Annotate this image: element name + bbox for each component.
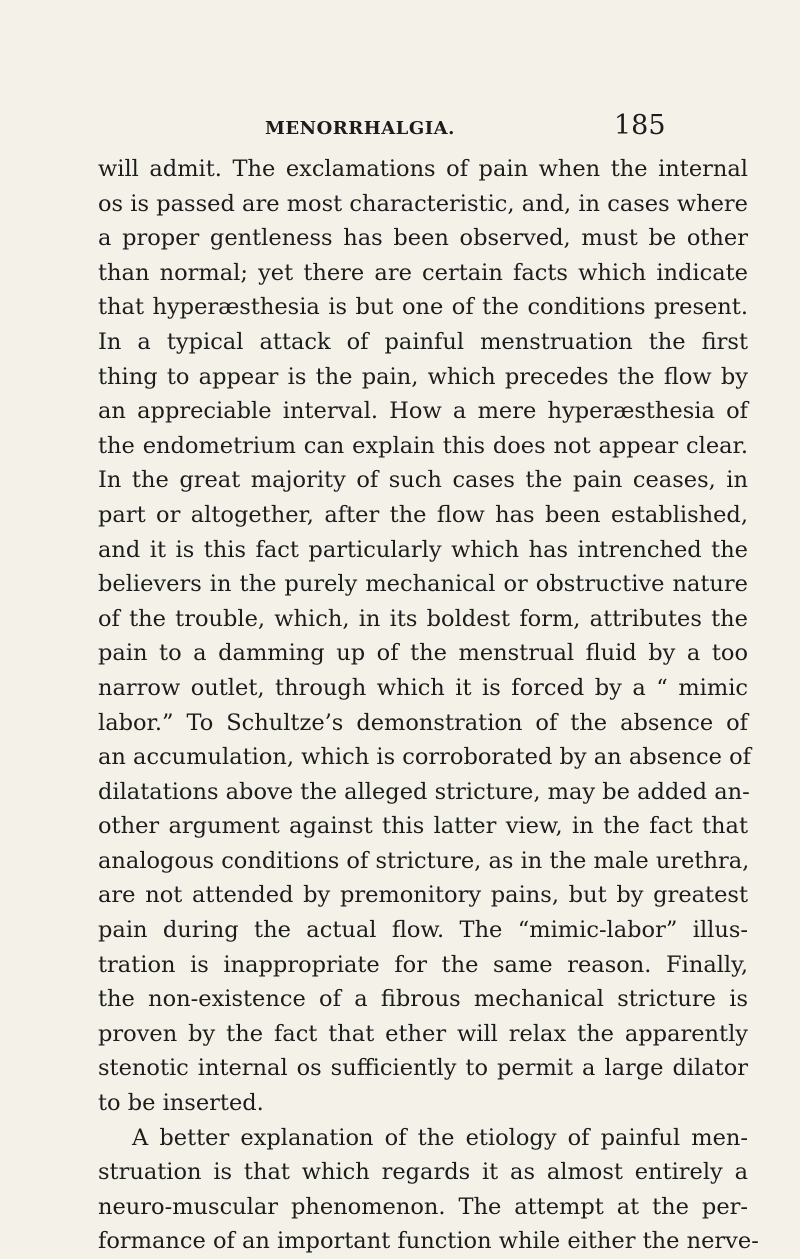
- text-line: thing to appear is the pain, which precedes the flow by: [98, 363, 748, 390]
- running-head-title: MENORRHALGIA.: [265, 118, 455, 139]
- text-line: os is passed are most characteristic, and, in cases where: [98, 190, 748, 217]
- text-line: formance of an important function while either the nerve-: [98, 1228, 759, 1255]
- text-line: a proper gentleness has been observed, must be other: [98, 225, 748, 252]
- text-line: dilatations above the alleged stricture, may be added an-: [98, 778, 750, 805]
- text-line: of the trouble, which, in its boldest form, attributes the: [98, 605, 748, 632]
- text-line: struation is that which regards it as almost entirely a: [98, 1159, 748, 1186]
- text-line: pain during the actual flow. The “mimic-labor” illus-: [98, 917, 748, 944]
- text-line: pain to a damming up of the menstrual fluid by a too: [98, 640, 748, 667]
- body-text: [98, 152, 759, 1259]
- text-line: the non-existence of a fibrous mechanical stricture is: [98, 986, 748, 1013]
- text-line: an accumulation, which is corroborated by an absence of: [98, 744, 751, 771]
- paragraph-end-line: to be inserted.: [98, 1090, 264, 1117]
- text-line: an appreciable interval. How a mere hyperæsthesia of: [98, 398, 748, 425]
- text-line: In the great majority of such cases the pain ceases, in: [98, 467, 748, 494]
- page-number: 185: [614, 110, 666, 141]
- text-line: are not attended by premonitory pains, but by greatest: [98, 882, 748, 909]
- text-line: analogous conditions of stricture, as in the male urethra,: [98, 847, 750, 874]
- text-line: proven by the fact that ether will relax the apparently: [98, 1020, 748, 1047]
- text-line: neuro-muscular phenomenon. The attempt at the per-: [98, 1193, 748, 1220]
- text-line: tration is inappropriate for the same reason. Finally,: [98, 951, 748, 978]
- text-line: In a typical attack of painful menstruation the first: [98, 328, 748, 355]
- text-line: other argument against this latter view, in the fact that: [98, 813, 748, 840]
- text-line: and it is this fact particularly which has intrenched the: [98, 536, 748, 563]
- text-line: labor.” To Schultze’s demonstration of the absence of: [98, 709, 748, 736]
- text-line: narrow outlet, through which it is forced by a “ mimic: [98, 674, 748, 701]
- text-line: stenotic internal os sufficiently to permit a large dilator: [98, 1055, 748, 1082]
- text-line: believers in the purely mechanical or obstructive nature: [98, 571, 748, 598]
- text-line: than normal; yet there are certain facts which indicate: [98, 259, 748, 286]
- text-line: the endometrium can explain this does not appear clear.: [98, 432, 748, 459]
- text-line: part or altogether, after the flow has been established,: [98, 501, 748, 528]
- text-line: that hyperæsthesia is but one of the conditions present.: [98, 294, 748, 321]
- text-line: will admit. The exclamations of pain when the internal: [98, 156, 748, 182]
- paragraph-start-line: A better explanation of the etiology of painful men-: [132, 1124, 748, 1151]
